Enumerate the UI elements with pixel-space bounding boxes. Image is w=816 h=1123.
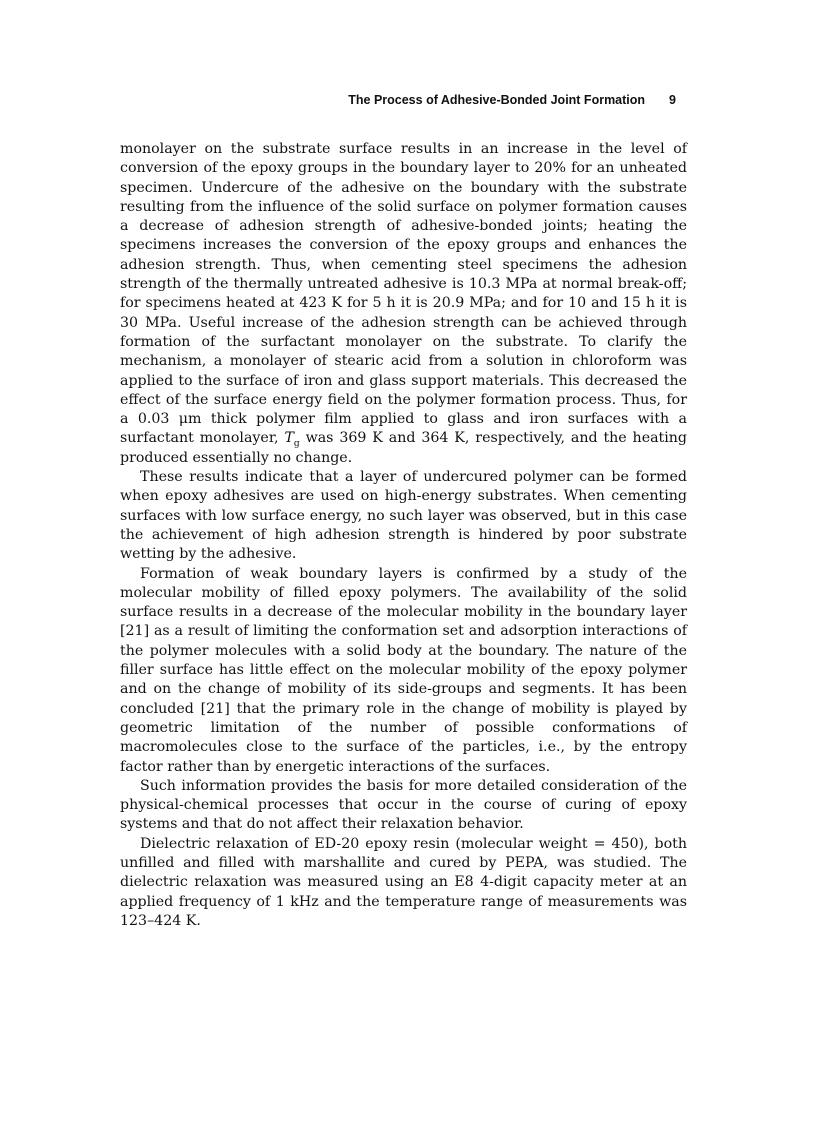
tg-symbol: T [284, 430, 294, 447]
paragraph-1-text-a: monolayer on the substrate surface results in an increase in the level of conversion of the epoxy groups in the boundary layer to 20% for an unheated specimen. Undercure of the adhesive on the boundary with the substrate resulting from the influence of the solid surface on polymer formation causes a decrease of adhesion strength of adhesive-bonded joints; heating the specimens increases the conversion of the epoxy groups and enhances the adhesion strength. Thus, when cementing steel specimens the adhesion strength of the thermally untreated adhesive is 10.3 MPa at normal break-off; for specimens heated at 423 K for 5 h it is 20.9 MPa; and for 10 and 15 h it is 30 MPa. Useful increase of the adhesion strength can be achieved through formation of the surfactant monolayer on the substrate. To clarify the mechanism, a monolayer of stearic acid from a solution in chloroform was applied to the surface of iron and glass support materials. This decreased the effect of the surface energy field on the polymer formation process. Thus, for a 0.03 μm thick polymer film applied to glass and iron surfaces with a surfactant monolayer, [120, 141, 687, 447]
paragraph-5: Dielectric relaxation of ED-20 epoxy resin (molecular weight = 450), both unfilled and filled with marshallite and cured by PEPA, was studied. The dielectric relaxation was measured using an E8 4-digit capacity meter at an applied frequency of 1 kHz and the temperature range of measurements was 123–424 K. [120, 835, 687, 929]
paragraph-4: Such information provides the basis for more detailed consideration of the physical-chemical processes that occur in the course of curing of epoxy systems and that do not affect their relaxation behavior. [120, 777, 687, 833]
running-title: The Process of Adhesive-Bonded Joint Formation [348, 93, 646, 107]
paragraph-1 [120, 140, 687, 468]
running-header [120, 93, 676, 107]
body-text [120, 140, 687, 931]
tg-subscript: g [293, 439, 300, 450]
paragraph-2: These results indicate that a layer of undercured polymer can be formed when epoxy adhesives are used on high-energy substrates. When cementing surfaces with low surface energy, no such layer was observed, but in this case the achievement of high adhesion strength is hindered by poor substrate wetting by the adhesive. [120, 469, 687, 563]
paragraph-1-text-b: was 369 K and 364 K, respectively, and the heating produced essentially no change. [120, 430, 688, 466]
page-number: 9 [669, 93, 676, 107]
paragraph-3: Formation of weak boundary layers is confirmed by a study of the molecular mobility of filled epoxy polymers. The availability of the solid surface results in a decrease of the molecular mobility in the boundary layer [21] as a result of limiting the conformation set and adsorption interactions of the polymer molecules with a solid body at the boundary. The nature of the filler surface has little effect on the molecular mobility of the epoxy polymer and on the change of mobility of its side-groups and segments. It has been concluded [21] that the primary role in the change of mobility is played by geometric limitation of the number of possible conformations of macromolecules close to the surface of the particles, i.e., by the entropy factor rather than by energetic interactions of the surfaces. [120, 565, 687, 775]
